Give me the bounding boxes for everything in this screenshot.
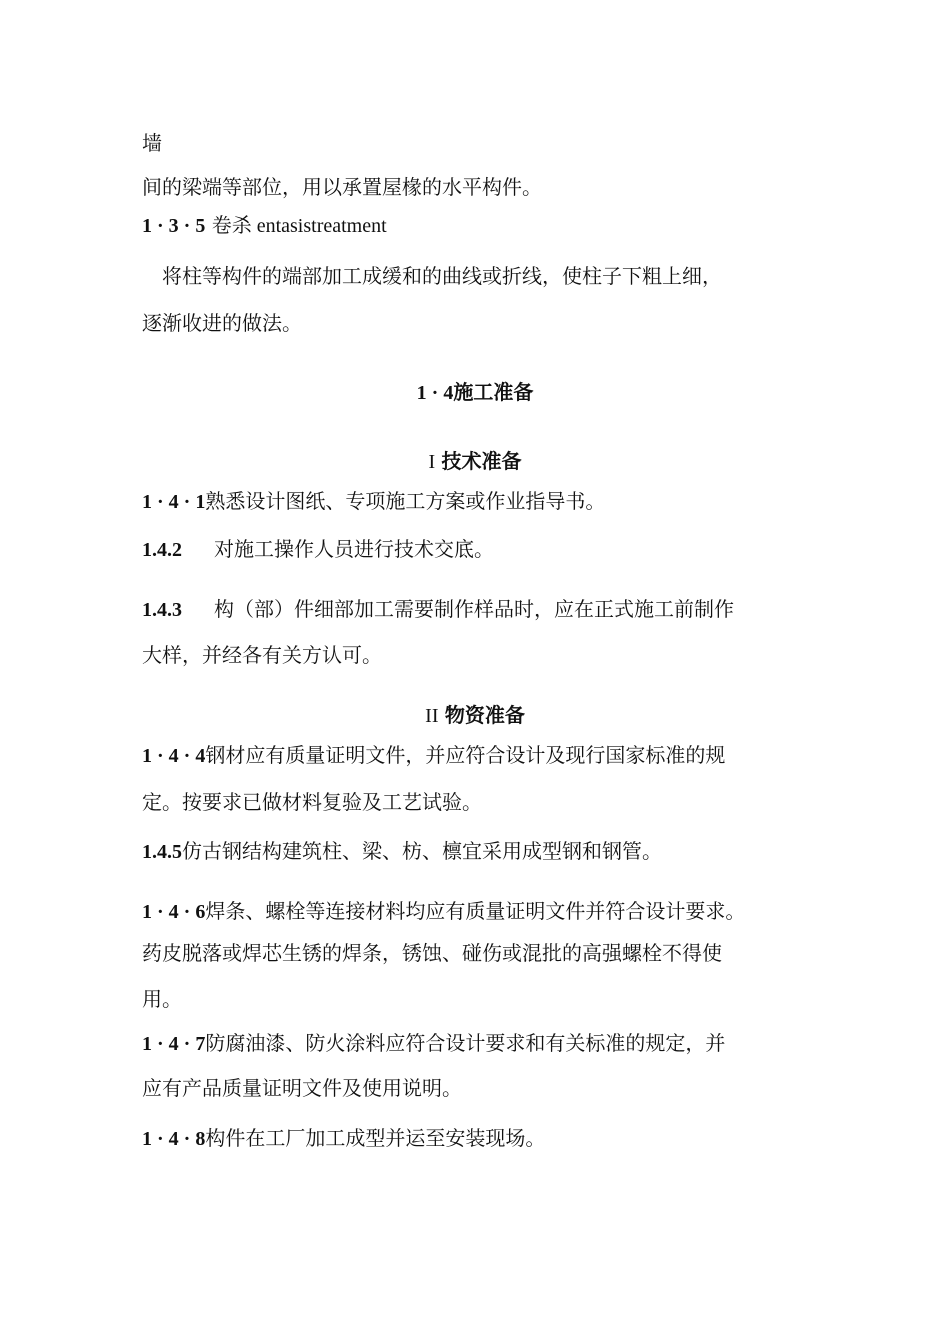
clause-number: 1 · 4 · 4 xyxy=(142,745,206,767)
text-line xyxy=(162,263,722,289)
text-line xyxy=(142,789,482,815)
clause-number: 1 · 4 · 7 xyxy=(142,1033,206,1055)
paragraph-text: 药皮脱落或焊芯生锈的焊条，锈蚀、碰伤或混批的高强螺栓不得使 xyxy=(142,941,722,965)
clause-text: 对施工操作人员进行技术交底。 xyxy=(214,537,494,561)
clause-1-4-7 xyxy=(142,1030,725,1057)
paragraph-text: 应有产品质量证明文件及使用说明。 xyxy=(142,1076,462,1100)
section-title xyxy=(0,379,950,406)
clause-1-4-6 xyxy=(142,898,745,925)
section-number: 1 · 4 xyxy=(416,382,454,404)
clause-text: 焊条、螺栓等连接材料均应有质量证明文件并符合设计要求。 xyxy=(205,899,746,923)
clause-number: 1 · 4 · 6 xyxy=(142,901,206,923)
subsection-title-materials xyxy=(0,702,950,729)
clause-number: 1 · 4 · 8 xyxy=(142,1128,206,1150)
paragraph-text: 间的梁端等部位，用以承置屋椽的水平构件。 xyxy=(142,175,542,199)
text-line xyxy=(142,310,302,336)
paragraph-text: 逐渐收进的做法。 xyxy=(142,311,302,335)
clause-1-4-2 xyxy=(142,536,494,563)
paragraph-text: 用。 xyxy=(142,987,182,1011)
text-line xyxy=(142,940,722,966)
clause-text: 防腐油漆、防火涂料应符合设计要求和有关标准的规定，并 xyxy=(205,1031,726,1055)
clause-number: 1.4.3 xyxy=(142,599,182,621)
paragraph-text: 墙 xyxy=(142,131,162,155)
text-line xyxy=(142,174,542,200)
paragraph-text: 定。按要求已做材料复验及工艺试验。 xyxy=(142,790,482,814)
subsection-heading: 物资准备 xyxy=(444,703,525,727)
text-line xyxy=(142,130,162,156)
text-line xyxy=(142,1075,462,1101)
clause-number: 1 · 4 · 1 xyxy=(142,491,206,513)
text-line xyxy=(142,642,382,668)
subsection-heading: 技术准备 xyxy=(441,449,522,473)
clause-1-4-3 xyxy=(142,596,734,623)
clause-text: 构（部）件细部加工需要制作样品时，应在正式施工前制作 xyxy=(214,597,734,621)
clause-number: 1 · 3 · 5 xyxy=(142,215,206,237)
paragraph-text: 大样，并经各有关方认可。 xyxy=(142,643,382,667)
clause-1-3-5 xyxy=(142,212,387,239)
subsection-title-technical xyxy=(0,448,950,475)
paragraph-text: 将柱等构件的端部加工成缓和的曲线或折线，使柱子下粗上细， xyxy=(162,264,722,288)
clause-1-4-8 xyxy=(142,1125,545,1152)
clause-1-4-4 xyxy=(142,742,725,769)
clause-number: 1.4.2 xyxy=(142,539,182,561)
clause-title: 卷杀 entasistreatment xyxy=(211,215,387,237)
subsection-roman: I xyxy=(428,451,436,473)
text-line xyxy=(142,986,182,1012)
clause-text: 熟悉设计图纸、专项施工方案或作业指导书。 xyxy=(205,489,606,513)
clause-1-4-5 xyxy=(142,838,662,865)
clause-text: 仿古钢结构建筑柱、梁、枋、檩宜采用成型钢和钢管。 xyxy=(182,839,662,863)
clause-text: 钢材应有质量证明文件，并应符合设计及现行国家标准的规 xyxy=(205,743,726,767)
clause-1-4-1 xyxy=(142,488,605,515)
section-heading: 施工准备 xyxy=(453,380,534,404)
subsection-roman: II xyxy=(425,705,439,727)
clause-number: 1.4.5 xyxy=(142,841,182,863)
clause-text: 构件在工厂加工成型并运至安装现场。 xyxy=(205,1126,546,1150)
